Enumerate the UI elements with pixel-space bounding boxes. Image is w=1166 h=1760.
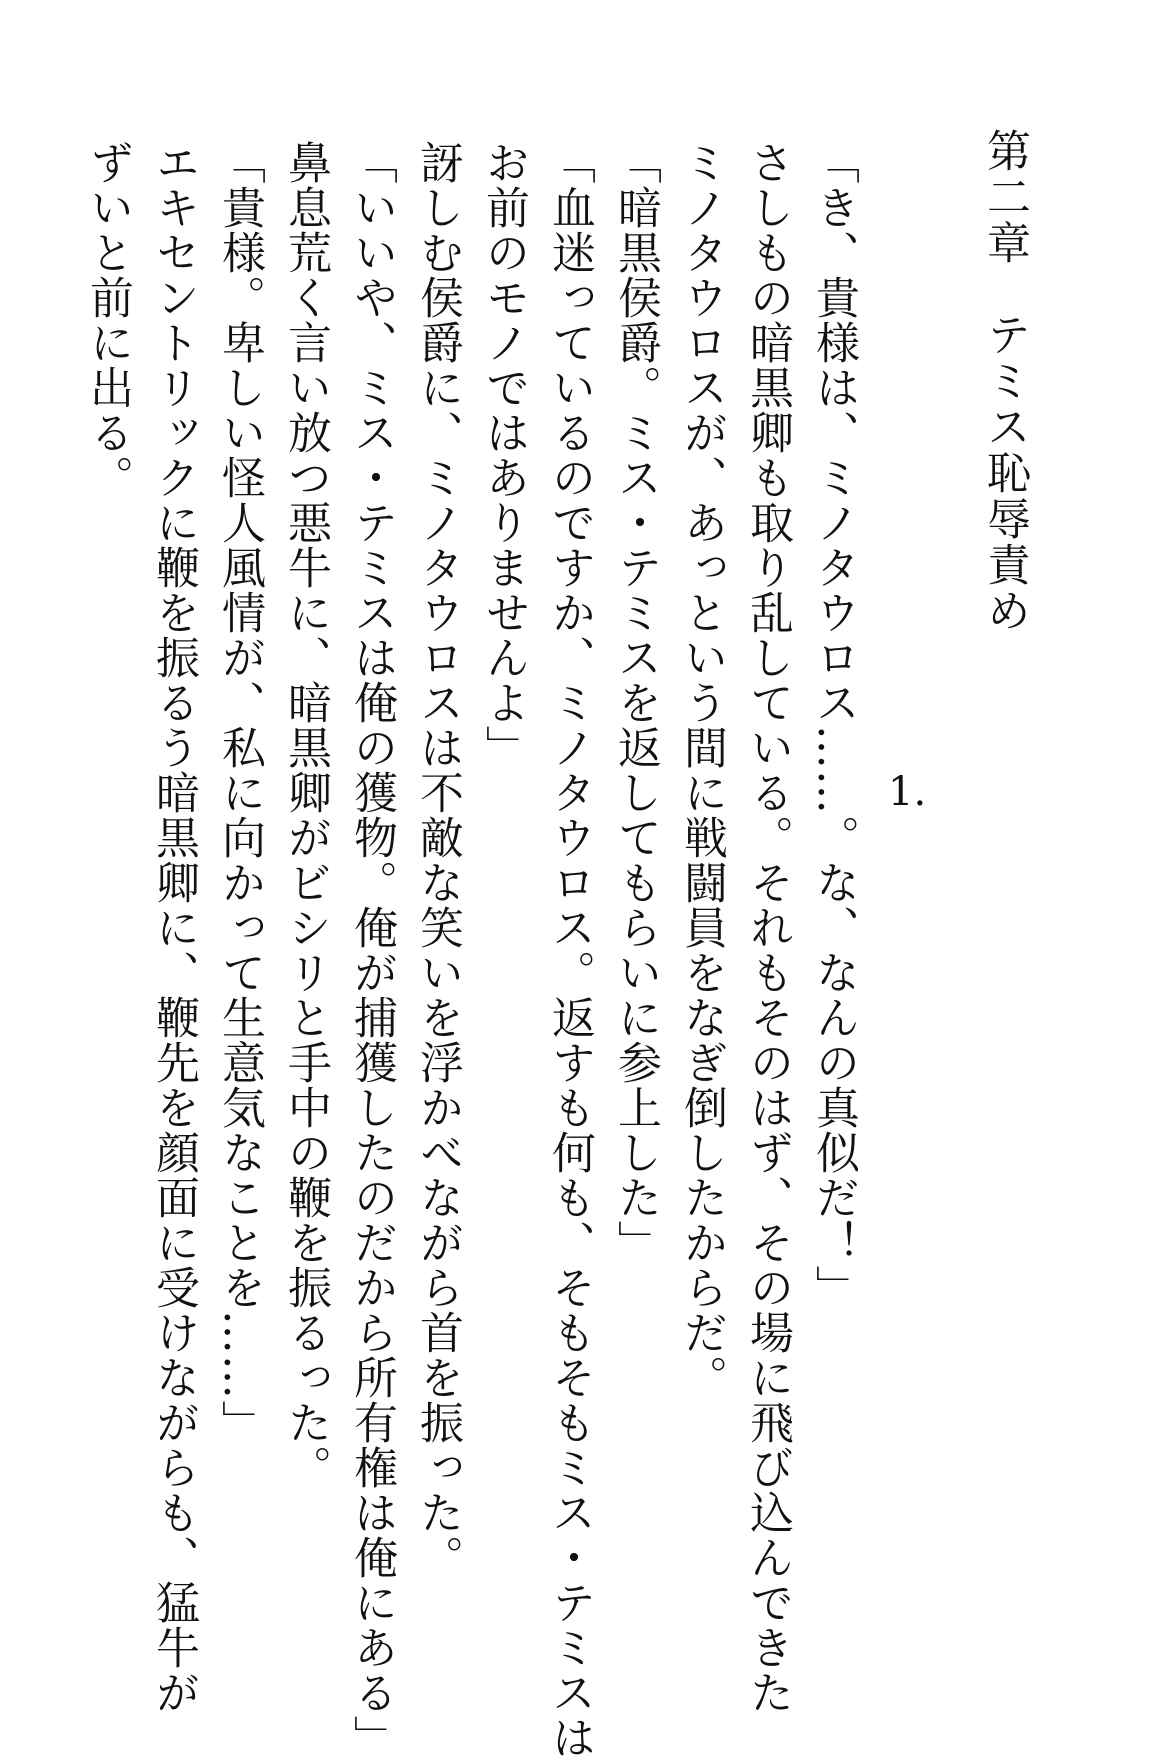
body-line: エキセントリックに鞭を振るう暗黒卿に、鞭先を顔面に受けながらも、猛牛が: [148, 140, 199, 1715]
body-line: 「いいや、ミス・テミスは俺の獲物。俺が捕獲したのだから所有権は俺にある」: [346, 140, 397, 1760]
section-number: 1.: [888, 769, 927, 815]
body-line: さしもの暗黒卿も取り乱している。それもそのはず、その場に飛び込んできた: [742, 140, 793, 1715]
body-line: 鼻息荒く言い放つ悪牛に、暗黒卿がビシリと手中の鞭を振るった。: [280, 140, 331, 1490]
body-line: 「貴様。卑しい怪人風情が、私に向かって生意気なことを……」: [214, 140, 265, 1445]
body-line: ずいと前に出る。: [82, 140, 133, 500]
body-text: [74, 140, 866, 1760]
body-line: 訝しむ侯爵に、ミノタウロスは不敵な笑いを浮かべながら首を振った。: [412, 140, 463, 1580]
body-line: 「き、貴様は、ミノタウロス……。な、なんの真似だ！」: [808, 140, 859, 1310]
body-line: 「暗黒侯爵。ミス・テミスを返してもらいに参上した」: [610, 140, 661, 1265]
body-line: 「血迷っているのですか、ミノタウロス。返すも何も、そもそもミス・テミスは: [544, 140, 595, 1760]
chapter-title: 第二章 テミス恥辱責め: [979, 128, 1030, 634]
body-line: ミノタウロスが、あっという間に戦闘員をなぎ倒したからだ。: [676, 140, 727, 1400]
body-line: お前のモノではありませんよ」: [478, 140, 529, 770]
